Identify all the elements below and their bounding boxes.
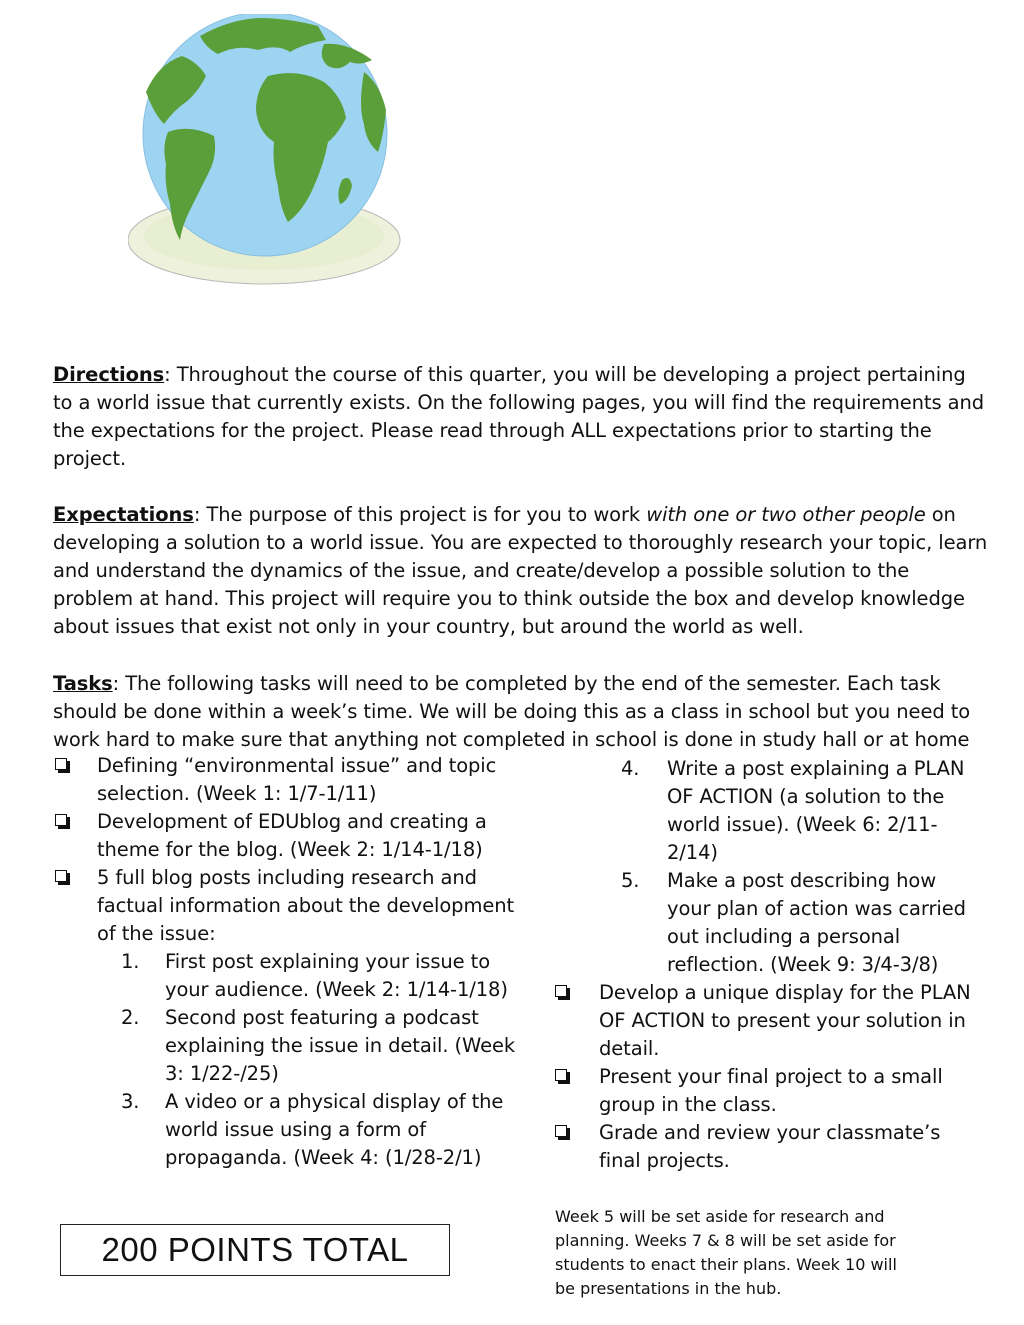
directions-paragraph: [53, 361, 988, 473]
checklist-item-text: Defining “environmental issue” and topic selection. (Week 1: 1/7-1/11): [97, 754, 497, 805]
checklist-item-text: Grade and review your classmate’s final projects.: [599, 1121, 941, 1172]
task-list-right: [553, 755, 973, 1175]
checkbox-icon: [555, 985, 567, 997]
directions-text: : Throughout the course of this quarter, you will be developing a project pertaining to a world issue that currently exists. On the following pages, you will find the requirements and the expectations for the project. Please read through ALL expectations prior to starting the project.: [53, 363, 985, 470]
points-total-label: 200 POINTS TOTAL: [101, 1231, 409, 1268]
checkbox-icon: [555, 1069, 567, 1081]
checkbox-icon: [55, 814, 67, 826]
blog-post-item: [553, 755, 973, 867]
blog-post-item: [553, 867, 973, 979]
blog-post-text: A video or a physical display of the world issue using a form of propaganda. (Week 4: (1/28-2/1): [165, 1090, 504, 1169]
expectations-heading: Expectations: [53, 503, 194, 526]
checkbox-icon: [55, 870, 67, 882]
points-total-box: [60, 1224, 450, 1276]
tasks-text: : The following tasks will need to be completed by the end of the semester. Each task should be done within a week’s time. We will be doing this as a class in school but you need to work hard to make sure that anything not completed in school is done in study hall or at home: [53, 672, 971, 751]
checklist-item: [53, 864, 523, 948]
list-number: 5.: [621, 869, 640, 892]
expectations-paragraph: [53, 501, 988, 641]
checkbox-icon: [55, 758, 67, 770]
list-number: 1.: [121, 950, 140, 973]
blog-post-text: Second post featuring a podcast explaining the issue in detail. (Week 3: 1/22-/25): [165, 1006, 516, 1085]
task-list-left: [53, 752, 523, 1172]
expectations-text-before: : The purpose of this project is for you to work: [193, 503, 647, 526]
blog-post-item: [53, 1004, 523, 1088]
checklist-item: [53, 752, 523, 808]
directions-heading: Directions: [53, 363, 165, 386]
list-number: 4.: [621, 757, 640, 780]
globe-illustration: [128, 14, 404, 288]
checklist-item-text: Develop a unique display for the PLAN OF ACTION to present your solution in detail.: [599, 981, 971, 1060]
checklist-item: [553, 1119, 973, 1175]
checklist-item: [53, 808, 523, 864]
blog-post-text: Make a post describing how your plan of action was carried out including a personal reflection. (Week 9: 3/4-3/8): [667, 869, 966, 976]
blog-post-text: Write a post explaining a PLAN OF ACTION (a solution to the world issue). (Week 6: 2/11-2/14): [667, 757, 965, 864]
tasks-heading: Tasks: [53, 672, 113, 695]
list-number: 2.: [121, 1006, 140, 1029]
checkbox-icon: [555, 1125, 567, 1137]
blog-post-item: [53, 1088, 523, 1172]
tasks-paragraph: [53, 670, 988, 754]
blog-post-item: [53, 948, 523, 1004]
schedule-note: Week 5 will be set aside for research and planning. Weeks 7 & 8 will be set aside for students to enact their plans. Week 10 will be presentations in the hub.: [555, 1207, 897, 1298]
checklist-item-text: 5 full blog posts including research and factual information about the development of the issue:: [97, 866, 515, 945]
blog-post-text: First post explaining your issue to your audience. (Week 2: 1/14-1/18): [165, 950, 508, 1001]
expectations-emphasis: with one or two other people: [646, 503, 926, 526]
list-number: 3.: [121, 1090, 140, 1113]
blog-post-list: [53, 948, 523, 1172]
checklist-item: [553, 979, 973, 1063]
checklist-item: [553, 1063, 973, 1119]
expectations-text-after: on developing a solution to a world issue. You are expected to thoroughly research your topic, learn and understand the dynamics of the issue, and create/develop a possible solution to the problem at hand. This project will require you to think outside the box and develop knowledge about issues that exist not only in your country, but around the world as well.: [53, 503, 988, 638]
checklist-item-text: Present your final project to a small group in the class.: [599, 1065, 943, 1116]
checklist-item-text: Development of EDUblog and creating a theme for the blog. (Week 2: 1/14-1/18): [97, 810, 487, 861]
